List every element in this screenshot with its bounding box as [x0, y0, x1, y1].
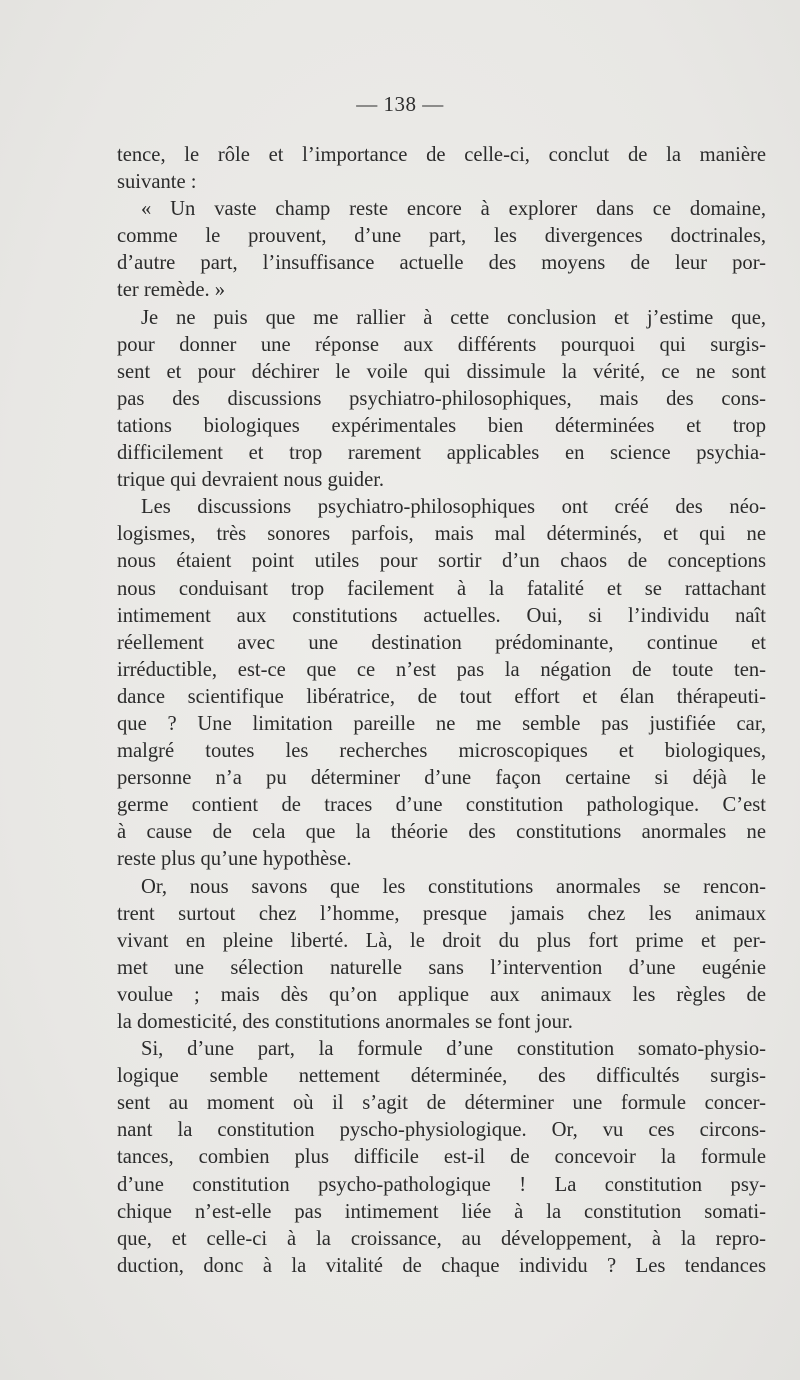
text-line: met une sélection naturelle sans l’intervention d’une eugénie — [117, 956, 766, 979]
text-line: reste plus qu’une hypothèse. — [117, 848, 352, 871]
text-line: Si, d’une part, la formule d’une constitution somato-physio- — [141, 1038, 766, 1061]
text-line: Or, nous savons que les constitutions anormales se rencon- — [141, 875, 766, 898]
text-line: trent surtout chez l’homme, presque jamais chez les animaux — [117, 902, 766, 925]
text-line: comme le prouvent, d’une part, les divergences doctrinales, — [117, 225, 766, 248]
text-line: d’autre part, l’insuffisance actuelle des moyens de leur por- — [117, 252, 766, 275]
text-line: nous conduisant trop facilement à la fatalité et se rattachant — [117, 577, 766, 600]
text-line: Je ne puis que me rallier à cette conclusion et j’estime que, — [141, 306, 766, 329]
text-line: pas des discussions psychiatro-philosophiques, mais des cons- — [117, 387, 766, 410]
text-line: réellement avec une destination prédominante, continue et — [117, 631, 766, 654]
text-line: logique semble nettement déterminée, des difficultés surgis- — [117, 1065, 766, 1088]
text-line: chique n’est-elle pas intimement liée à la constitution somati- — [117, 1200, 766, 1223]
text-line: tances, combien plus difficile est-il de concevoir la formule — [117, 1146, 766, 1169]
text-line: suivante : — [117, 171, 197, 194]
text-line: difficilement et trop rarement applicables en science psychia- — [117, 442, 766, 465]
body-text — [117, 142, 766, 1280]
text-line: sent et pour déchirer le voile qui dissimule la vérité, ce ne sont — [117, 360, 766, 383]
text-line: d’une constitution psycho-pathologique ! La constitution psy- — [117, 1173, 766, 1196]
text-line: la domesticité, des constitutions anormales se font jour. — [117, 1011, 573, 1033]
text-line: trique qui devraient nous guider. — [117, 469, 385, 492]
text-line: nous étaient point utiles pour sortir d’un chaos de conceptions — [117, 550, 766, 573]
text-line: pour donner une réponse aux différents pourquoi qui surgis- — [117, 333, 766, 356]
text-line: logismes, très sonores parfois, mais mal déterminés, et qui ne — [117, 523, 766, 546]
text-line: « Un vaste champ reste encore à explorer dans ce domaine, — [141, 198, 766, 221]
text-line: duction, donc à la vitalité de chaque individu ? Les tendances — [117, 1254, 766, 1277]
text-line: sent au moment où il s’agit de déterminer une formule concer- — [117, 1092, 766, 1115]
text-line: personne n’a pu déterminer d’une façon certaine si déjà le — [117, 767, 766, 790]
text-line: irréductible, est-ce que ce n’est pas la négation de toute ten- — [117, 658, 766, 681]
page-number: — 138 — — [356, 92, 444, 116]
text-line: tence, le rôle et l’importance de celle-ci, conclut de la manière — [117, 144, 766, 166]
text-line: que ? Une limitation pareille ne me semble pas justifiée car, — [117, 712, 766, 735]
text-line: tations biologiques expérimentales bien déterminées et trop — [117, 414, 766, 437]
text-line: intimement aux constitutions actuelles. Oui, si l’individu naît — [117, 604, 766, 627]
text-line: nant la constitution pyscho-physiologique. Or, vu ces circons- — [117, 1119, 766, 1142]
text-line: que, et celle-ci à la croissance, au développement, à la repro- — [117, 1227, 766, 1250]
text-line: Les discussions psychiatro-philosophiques ont créé des néo- — [141, 496, 766, 519]
text-line: ter remède. » — [117, 279, 226, 302]
text-line: voulue ; mais dès qu’on applique aux animaux les règles de — [117, 983, 766, 1006]
text-line: malgré toutes les recherches microscopiques et biologiques, — [117, 740, 766, 763]
text-line: germe contient de traces d’une constitution pathologique. C’est — [117, 794, 766, 817]
text-line: vivant en pleine liberté. Là, le droit du plus fort prime et per- — [117, 929, 766, 952]
text-line: dance scientifique libératrice, de tout effort et élan thérapeuti- — [117, 685, 766, 708]
text-line: à cause de cela que la théorie des constitutions anormales ne — [117, 821, 766, 844]
